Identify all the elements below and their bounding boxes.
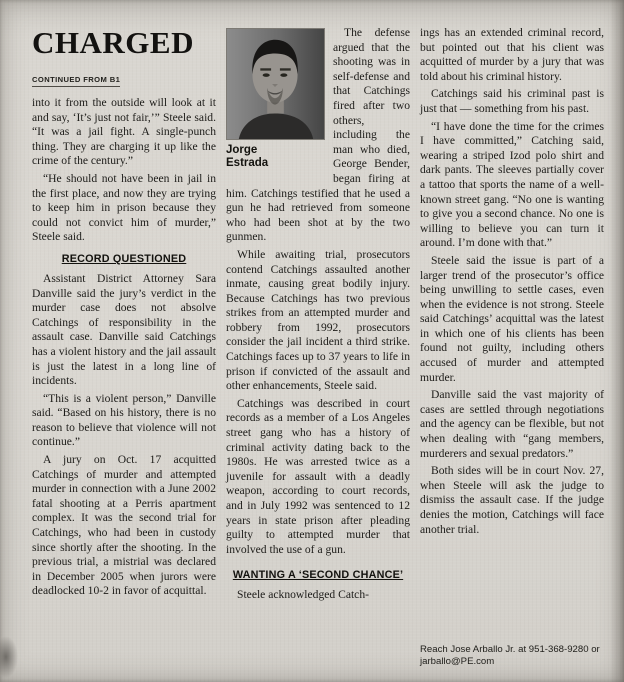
body-paragraph: The defense argued that the shooting was in self-defense and that Catchings fired after two others, including the man who died, George Bender, began firing at him. Catchings testified that he used a gun he had retrieved from someone who had been shot at by the two gunmen. (226, 26, 410, 244)
column-1 (32, 26, 216, 668)
body-paragraph: Catchings said his criminal past is just that — something from his past. (420, 87, 604, 115)
body-paragraph: Danville said the vast majority of cases are settled through negotiations and the agency can be flexible, but not when dealing with “gang members, murderers and sexual predators.” (420, 388, 604, 460)
headline: CHARGED (32, 25, 194, 60)
photo-caption (226, 144, 325, 170)
body-paragraph: Both sides will be in court Nov. 27, when Steele will ask the judge to dismiss the assault case. If the judge denies the motion, Catchings will face another trial. (420, 464, 604, 536)
photo-caption-line: Jorge (226, 144, 258, 156)
subhead-second-chance: WANTING A ‘SECOND CHANCE’ (232, 569, 404, 582)
photo-caption-line: Estrada (226, 157, 269, 169)
body-paragraph: Steele acknowledged Catch- (237, 588, 369, 602)
paper-smudge (0, 636, 18, 678)
body-paragraph: Assistant District Attorney Sara Danville said the jury’s verdict in the murder case does not absolve Catchings of responsibility in the assault case. Danville said Catchings has a violent history and the jail assault is just the latest in a long line of incidents. (32, 271, 216, 388)
photo-box (226, 28, 325, 170)
subhead-record-questioned: RECORD QUESTIONED (61, 252, 187, 265)
body-paragraph: “He should not have been in jail in the first place, and now they are trying to keep him in prison because they could not convict him of murder,” Steele said. (32, 171, 216, 244)
body-paragraph: “I have done the time for the crimes I have committed,” Catching said, wearing a striped Izod polo shirt and dark pants. The sleeves partially cover a tattoo that sports the name of a well-known street gang. “No one is wanting to give you a second chance. No one is willing to believe you can turn it around. I’m done with that.” (420, 119, 604, 250)
photo-and-wrap-text (226, 26, 410, 248)
body-paragraph: ings has an extended criminal record, but pointed out that his client was acquitted of murder by a jury that was told about his criminal history. (420, 26, 604, 83)
body-paragraph: While awaiting trial, prosecutors contend Catchings assaulted another inmate, causing great bodily injury. Because Catchings has two previous strikes from an attempted murder and robbery from 1992, prosecutors consider the jail incident a third strike. Catchings faces up to 37 years to life in prison if convicted of the assault and other enhancements, Steele said. (226, 247, 410, 393)
body-paragraph: Steele said the issue is part of a larger trend of the prosecutor’s office being unwilling to settle cases, even when the evidence is not strong. Steele said Catchings’ acquittal was the latest in which one of his clients has been found not guilty, including others accused of murder and attempted murder. (420, 253, 604, 384)
continued-from-label: CONTINUED FROM B1 (32, 75, 120, 87)
column-2 (226, 26, 410, 668)
body-paragraph: into it from the outside will look at it and say, ‘It’s just not fair,’” Steele said. “It was a jail fight. A single-punch thing. They are charging it up like the crime of the century.” (32, 96, 216, 168)
body-paragraph: Catchings was described in court records as a member of a Los Angeles street gang who has a history of criminal activity dating back to the 1980s. He was arrested twice as a juvenile for assault with a deadly weapon, according to court records, and in July 1992 was sentenced to 12 years in state prison after pleading guilty to attempted murder that involved the use of a gun. (226, 396, 410, 556)
body-paragraph: A jury on Oct. 17 acquitted Catchings of murder and attempted murder in connection with a June 2002 fatal shooting at a Perris apartment complex. It was the second trial for Catchings, who had been in custody since shortly after the shooting. In the previous trial, a mistrial was declared in December 2005 when jurors were deadlocked 10-2 in favor of acquittal. (32, 453, 216, 598)
body-paragraph: “This is a violent person,” Danville said. “Based on his history, there is no reason to believe that violence will not continue.” (32, 391, 216, 449)
reporter-contact: Reach Jose Arballo Jr. at 951-368-9280 or jarballo@PE.com (420, 644, 600, 668)
article-columns (32, 26, 604, 668)
jorge-estrada-photo (226, 28, 325, 140)
column-3 (420, 26, 604, 668)
